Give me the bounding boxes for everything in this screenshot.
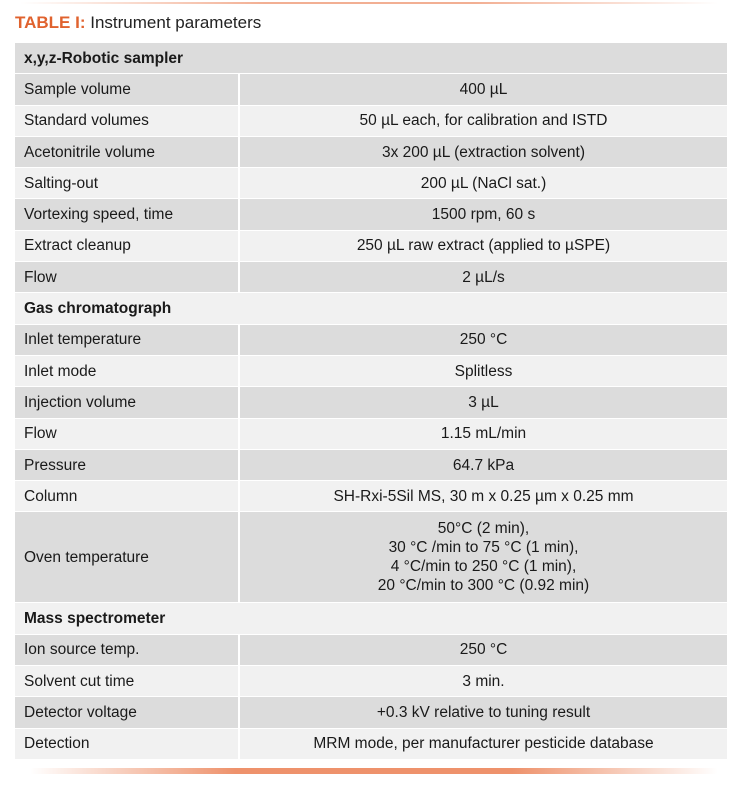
section-heading: Mass spectrometer (15, 603, 727, 634)
instrument-parameters-table (15, 43, 727, 760)
param-value: 3 µL (239, 387, 727, 418)
table-row (15, 697, 727, 728)
table-row (15, 105, 727, 136)
oven-step-line: 20 °C/min to 300 °C (0.92 min) (377, 577, 590, 595)
table-row (15, 728, 727, 759)
table-row (15, 168, 727, 199)
param-label: Flow (15, 262, 239, 293)
param-value: 2 µL/s (239, 262, 727, 293)
param-value: 50 µL each, for calibration and ISTD (239, 105, 727, 136)
param-value: 250 °C (239, 634, 727, 665)
param-value: 400 µL (239, 74, 727, 105)
param-label: Inlet temperature (15, 324, 239, 355)
table-row (15, 262, 727, 293)
section-heading: Gas chromatograph (15, 293, 727, 324)
table-row (15, 324, 727, 355)
param-label: Acetonitrile volume (15, 136, 239, 167)
table-row (15, 199, 727, 230)
table-row (15, 230, 727, 261)
param-label: Standard volumes (15, 105, 239, 136)
oven-step-line: 30 °C /min to 75 °C (1 min), (388, 539, 579, 557)
param-label: Flow (15, 418, 239, 449)
param-value-multiline (239, 512, 727, 603)
section-header-row (15, 293, 727, 324)
oven-step-line: 50°C (2 min), (437, 520, 530, 538)
param-value: 250 µL raw extract (applied to µSPE) (239, 230, 727, 261)
param-value: 3x 200 µL (extraction solvent) (239, 136, 727, 167)
section-header-row (15, 603, 727, 634)
param-label: Inlet mode (15, 355, 239, 386)
table-row (15, 512, 727, 603)
param-value: 1.15 mL/min (239, 418, 727, 449)
table-row (15, 387, 727, 418)
section-header-row (15, 43, 727, 74)
bottom-decorative-rule (30, 768, 718, 774)
table-row (15, 418, 727, 449)
table-row (15, 449, 727, 480)
table-row (15, 74, 727, 105)
param-label: Column (15, 481, 239, 512)
param-label: Sample volume (15, 74, 239, 105)
table-row (15, 666, 727, 697)
param-value: SH-Rxi-5Sil MS, 30 m x 0.25 µm x 0.25 mm (239, 481, 727, 512)
param-label: Pressure (15, 449, 239, 480)
oven-step-line: 4 °C/min to 250 °C (1 min), (390, 558, 577, 576)
param-value: 64.7 kPa (239, 449, 727, 480)
param-value: +0.3 kV relative to tuning result (239, 697, 727, 728)
param-label: Solvent cut time (15, 666, 239, 697)
table-row (15, 481, 727, 512)
param-value: 200 µL (NaCl sat.) (239, 168, 727, 199)
param-label: Salting-out (15, 168, 239, 199)
top-decorative-rule (20, 2, 718, 4)
param-label: Injection volume (15, 387, 239, 418)
param-label: Vortexing speed, time (15, 199, 239, 230)
param-label: Detector voltage (15, 697, 239, 728)
param-label: Ion source temp. (15, 634, 239, 665)
param-value: 250 °C (239, 324, 727, 355)
param-value: 1500 rpm, 60 s (239, 199, 727, 230)
section-heading: x,y,z-Robotic sampler (15, 43, 727, 74)
table-caption (15, 12, 261, 34)
param-value: 3 min. (239, 666, 727, 697)
param-value: Splitless (239, 355, 727, 386)
param-label: Oven temperature (15, 512, 239, 603)
table-number: TABLE I: (15, 13, 86, 32)
table-row (15, 136, 727, 167)
param-label: Detection (15, 728, 239, 759)
param-label: Extract cleanup (15, 230, 239, 261)
table-title: Instrument parameters (90, 13, 262, 32)
table-row (15, 634, 727, 665)
param-value: MRM mode, per manufacturer pesticide database (239, 728, 727, 759)
table-row (15, 355, 727, 386)
